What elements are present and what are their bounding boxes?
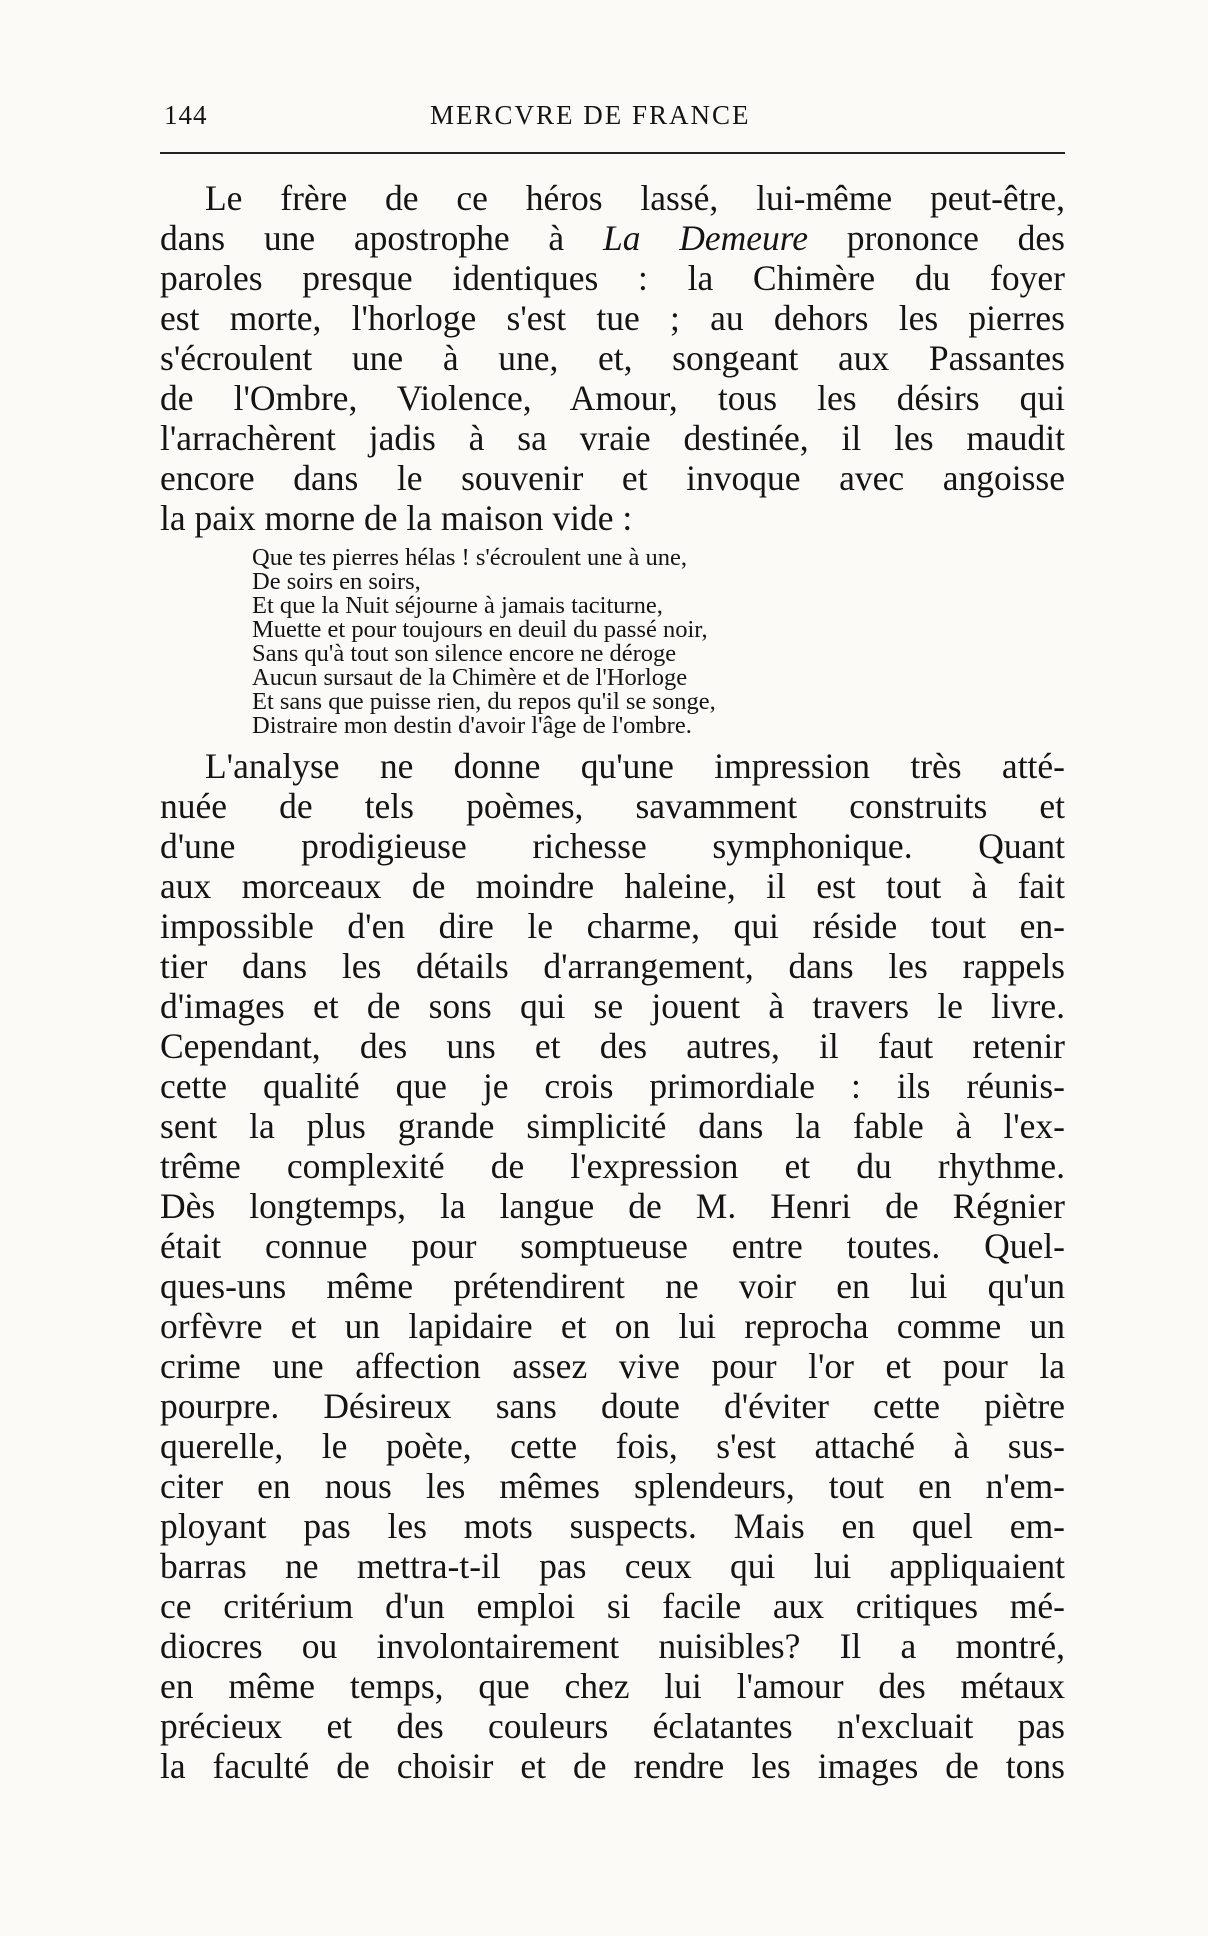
header-rule [160, 152, 1065, 154]
text-line: L'analyse ne donne qu'une impression très atté- [205, 746, 1065, 786]
text-line: impossible d'en dire le charme, qui réside tout en- [160, 906, 1065, 946]
text-line: sent la plus grande simplicité dans la fable à l'ex- [160, 1106, 1065, 1146]
text-line: cette qualité que je crois primordiale : ils réunis- [160, 1066, 1065, 1106]
verse-line: Muette et pour toujours en deuil du passé noir, [252, 616, 708, 643]
text-line: tier dans les détails d'arrangement, dans les rappels [160, 946, 1065, 986]
text-line: barras ne mettra-t-il pas ceux qui lui appliquaient [160, 1546, 1065, 1586]
text-line: d'images et de sons qui se jouent à travers le livre. [160, 986, 1065, 1026]
text-line: de l'Ombre, Violence, Amour, tous les désirs qui [160, 378, 1065, 418]
text-line: Cependant, des uns et des autres, il faut retenir [160, 1026, 1065, 1066]
text-line: Dès longtemps, la langue de M. Henri de Régnier [160, 1186, 1065, 1226]
verse-line: Aucun sursaut de la Chimère et de l'Horloge [252, 664, 688, 691]
text-line: aux morceaux de moindre haleine, il est tout à fait [160, 866, 1065, 906]
text-line: encore dans le souvenir et invoque avec angoisse [160, 458, 1065, 498]
text-line: était connue pour somptueuse entre toutes. Quel- [160, 1226, 1065, 1266]
page-number: 144 [164, 100, 208, 130]
work-title: La Demeure [602, 218, 809, 258]
page-header [160, 100, 1060, 140]
verse-line: Sans qu'à tout son silence encore ne déroge [252, 640, 677, 667]
text-line: la paix morne de la maison vide : [160, 498, 633, 538]
text-line: s'écroulent une à une, et, songeant aux Passantes [160, 338, 1065, 378]
running-title: MERCVRE DE FRANCE [430, 100, 751, 130]
text-line: ce critérium d'un emploi si facile aux critiques mé- [160, 1586, 1065, 1626]
text-line: ques-uns même prétendirent ne voir en lui qu'un [160, 1266, 1065, 1306]
verse-line: De soirs en soirs, [252, 568, 421, 595]
text-segment: prononce des [808, 218, 1065, 258]
text-line [160, 218, 1065, 258]
paragraph-1 [160, 178, 1065, 538]
verse-quotation [160, 546, 1065, 738]
verse-line: Que tes pierres hélas ! s'écroulent une à une, [252, 544, 688, 571]
text-line: paroles presque identiques : la Chimère du foyer [160, 258, 1065, 298]
paragraph-2 [160, 746, 1065, 1786]
body-text [160, 178, 1065, 1786]
text-line: l'arrachèrent jadis à sa vraie destinée, il les maudit [160, 418, 1065, 458]
text-line: trême complexité de l'expression et du rhythme. [160, 1146, 1065, 1186]
text-line: la faculté de choisir et de rendre les images de tons [160, 1746, 1065, 1786]
text-line: querelle, le poète, cette fois, s'est attaché à sus- [160, 1426, 1065, 1466]
text-line: d'une prodigieuse richesse symphonique. Quant [160, 826, 1065, 866]
text-line: ployant pas les mots suspects. Mais en quel em- [160, 1506, 1065, 1546]
text-line: diocres ou involontairement nuisibles? Il a montré, [160, 1626, 1065, 1666]
text-line: précieux et des couleurs éclatantes n'excluait pas [160, 1706, 1065, 1746]
text-line: crime une affection assez vive pour l'or et pour la [160, 1346, 1065, 1386]
text-line: pourpre. Désireux sans doute d'éviter cette piètre [160, 1386, 1065, 1426]
text-line: nuée de tels poèmes, savamment construits et [160, 786, 1065, 826]
text-line: en même temps, que chez lui l'amour des métaux [160, 1666, 1065, 1706]
verse-line: Et que la Nuit séjourne à jamais taciturne, [252, 592, 663, 619]
text-line: est morte, l'horloge s'est tue ; au dehors les pierres [160, 298, 1065, 338]
text-line: Le frère de ce héros lassé, lui-même peut-être, [205, 178, 1065, 218]
text-line: orfèvre et un lapidaire et on lui reprocha comme un [160, 1306, 1065, 1346]
verse-line: Et sans que puisse rien, du repos qu'il se songe, [252, 688, 716, 715]
text-line: citer en nous les mêmes splendeurs, tout en n'em- [160, 1466, 1065, 1506]
verse-line: Distraire mon destin d'avoir l'âge de l'ombre. [252, 712, 692, 739]
text-segment: dans une apostrophe à [160, 218, 603, 258]
